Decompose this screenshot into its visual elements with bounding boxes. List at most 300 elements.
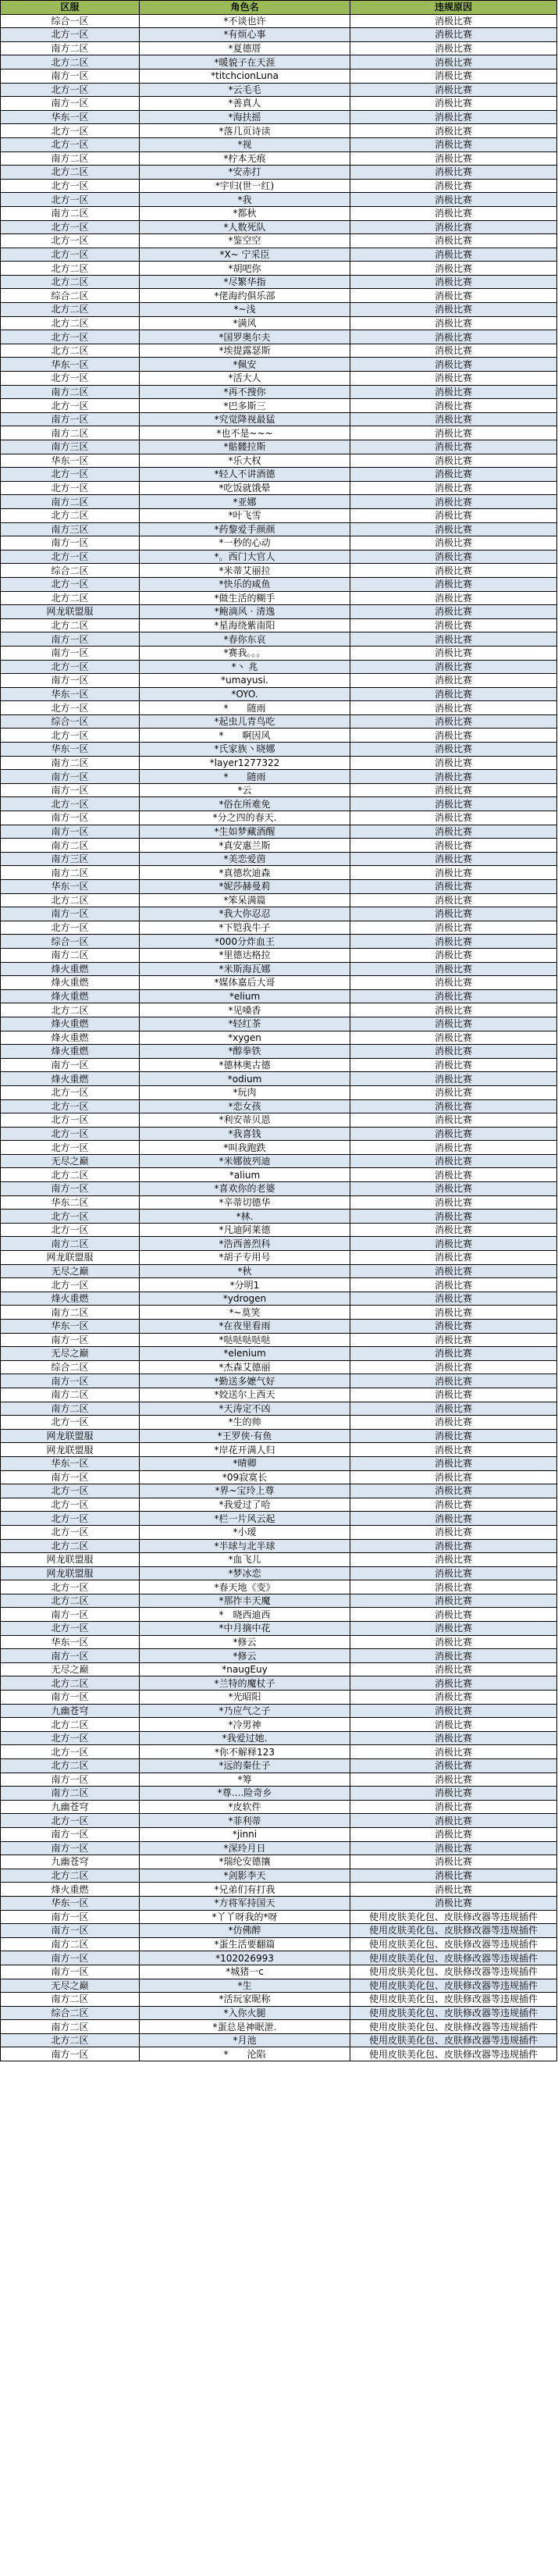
cell-server: 综合一区 [1,714,140,729]
cell-violation-reason: 消极比赛 [350,674,557,688]
table-row [1,1320,557,1334]
cell-role-name: *光昭阳 [140,1691,350,1705]
cell-server: 南方二区 [1,1993,140,2007]
cell-server: 北方一区 [1,660,140,674]
cell-role-name: *修云 [140,1635,350,1649]
cell-violation-reason: 消极比赛 [350,1456,557,1470]
cell-server: 北方一区 [1,372,140,386]
cell-server: 北方二区 [1,1869,140,1883]
table-row [1,1251,557,1265]
cell-violation-reason: 消极比赛 [350,962,557,976]
cell-server: 南方一区 [1,1374,140,1388]
cell-server: 华东一区 [1,1635,140,1649]
table-row [1,811,557,825]
table-row [1,1402,557,1416]
cell-server: 北方一区 [1,1210,140,1224]
table-row [1,1278,557,1292]
cell-server: 北方二区 [1,1718,140,1732]
cell-violation-reason: 消极比赛 [350,1731,557,1745]
cell-violation-reason: 消极比赛 [350,797,557,811]
cell-violation-reason: 消极比赛 [350,893,557,907]
table-row [1,618,557,632]
table-row [1,1003,557,1017]
cell-server: 北方一区 [1,1141,140,1155]
cell-violation-reason: 消极比赛 [350,508,557,522]
cell-server: 北方一区 [1,83,140,97]
cell-violation-reason: 消极比赛 [350,303,557,317]
cell-role-name: *000分炸血王 [140,935,350,949]
cell-server: 北方一区 [1,399,140,413]
table-row [1,729,557,743]
table-row [1,14,557,28]
cell-server: 北方二区 [1,1168,140,1182]
cell-server: 北方二区 [1,55,140,69]
cell-violation-reason: 消极比赛 [350,166,557,180]
header-row [1,1,557,15]
cell-role-name: *冷男神 [140,1718,350,1732]
cell-violation-reason: 消极比赛 [350,481,557,495]
table-row [1,1306,557,1320]
cell-role-name: *勤送多嬷气好 [140,1374,350,1388]
cell-violation-reason: 消极比赛 [350,880,557,894]
cell-server: 北方二区 [1,1759,140,1773]
cell-violation-reason: 消极比赛 [350,55,557,69]
cell-server: 南方二区 [1,1402,140,1416]
cell-violation-reason: 消极比赛 [350,660,557,674]
cell-role-name: *轻红茶 [140,1017,350,1031]
table-row [1,1993,557,2007]
table-row [1,1855,557,1869]
cell-role-name: *究觉降视最猛 [140,412,350,426]
cell-violation-reason: 消极比赛 [350,1443,557,1457]
table-row [1,289,557,303]
cell-violation-reason: 消极比赛 [350,440,557,454]
table-row [1,166,557,180]
cell-server: 北方二区 [1,275,140,289]
cell-server: 九幽苍穹 [1,1800,140,1814]
cell-violation-reason: 使用皮肤美化包、皮肤修改器等违规插件 [350,1993,557,2007]
cell-violation-reason: 消极比赛 [350,28,557,42]
cell-violation-reason: 消极比赛 [350,193,557,207]
cell-server: 网龙联盟服 [1,1566,140,1580]
cell-server: 烽火重燃 [1,1045,140,1059]
cell-server: 北方二区 [1,1594,140,1608]
cell-server: 南方二区 [1,866,140,880]
cell-violation-reason: 消极比赛 [350,1251,557,1265]
cell-role-name: *生的帅 [140,1416,350,1430]
cell-server: 北方一区 [1,124,140,138]
cell-violation-reason: 消极比赛 [350,1787,557,1801]
cell-role-name: *氏家族丶晓娜 [140,743,350,757]
table-row [1,1360,557,1374]
cell-violation-reason: 消极比赛 [350,1320,557,1334]
table-row [1,372,557,386]
cell-role-name: *姣送尔上西天 [140,1388,350,1402]
cell-violation-reason: 消极比赛 [350,1827,557,1841]
cell-role-name: *哒哒哒哒哒 [140,1333,350,1347]
cell-violation-reason: 消极比赛 [350,1374,557,1388]
cell-server: 南方三区 [1,522,140,536]
cell-role-name: *起虫儿青鸟吃 [140,714,350,729]
cell-role-name: *不谈也许 [140,14,350,28]
table-row [1,481,557,495]
cell-violation-reason: 消极比赛 [350,1608,557,1622]
table-row [1,714,557,729]
cell-role-name: *下铠我牛子 [140,921,350,935]
table-row [1,1553,557,1567]
cell-violation-reason: 消极比赛 [350,316,557,330]
cell-role-name: *城猪一c [140,1965,350,1979]
cell-server: 南方二区 [1,151,140,166]
cell-violation-reason: 消极比赛 [350,14,557,28]
cell-role-name: *春天地《变》 [140,1580,350,1594]
cell-role-name: *102026993 [140,1951,350,1965]
table-row [1,1800,557,1814]
table-row [1,426,557,440]
table-row [1,1924,557,1938]
cell-server: 南方一区 [1,811,140,825]
table-row [1,1512,557,1526]
cell-server: 无尽之巅 [1,1154,140,1168]
cell-server: 网龙联盟服 [1,1553,140,1567]
cell-server: 北方一区 [1,468,140,482]
cell-server: 北方一区 [1,193,140,207]
cell-role-name: *xygen [140,1031,350,1045]
cell-violation-reason: 使用皮肤美化包、皮肤修改器等违规插件 [350,1965,557,1979]
cell-role-name: *兄弟们有打我 [140,1883,350,1897]
cell-server: 烽火重燃 [1,1072,140,1086]
cell-violation-reason: 消极比赛 [350,1360,557,1374]
table-row [1,660,557,674]
cell-role-name: *真安惠兰斯 [140,839,350,853]
cell-server: 南方二区 [1,2020,140,2034]
table-row [1,97,557,111]
cell-role-name: * 随雨 [140,701,350,715]
cell-role-name: *梦冰恋 [140,1566,350,1580]
cell-role-name: *天涛定不凶 [140,1402,350,1416]
cell-server: 北方二区 [1,508,140,522]
cell-violation-reason: 消极比赛 [350,536,557,550]
cell-server: 南方三区 [1,852,140,866]
table-row [1,2020,557,2034]
cell-server: 北方二区 [1,1003,140,1017]
cell-violation-reason: 消极比赛 [350,1525,557,1539]
cell-violation-reason: 消极比赛 [350,275,557,289]
cell-role-name: *兰特的魔杖子 [140,1676,350,1691]
cell-violation-reason: 消极比赛 [350,522,557,536]
cell-role-name: *瑞纶安德攘 [140,1855,350,1869]
cell-violation-reason: 消极比赛 [350,1210,557,1224]
table-row [1,508,557,522]
cell-role-name: *快乐的咸鱼 [140,577,350,591]
cell-server: 北方二区 [1,1539,140,1553]
cell-server: 网龙联盟服 [1,1443,140,1457]
table-row [1,1910,557,1924]
cell-server: 华东一区 [1,880,140,894]
table-row [1,577,557,591]
table-row [1,852,557,866]
table-row [1,1470,557,1484]
cell-server: 综合二区 [1,1360,140,1374]
cell-violation-reason: 消极比赛 [350,179,557,193]
cell-role-name: *活玩家昵称 [140,1993,350,2007]
cell-violation-reason: 消极比赛 [350,1718,557,1732]
cell-violation-reason: 消极比赛 [350,1691,557,1705]
cell-server: 南方一区 [1,1965,140,1979]
cell-server: 南方二区 [1,206,140,220]
cell-role-name: *胡子专用号 [140,1251,350,1265]
cell-role-name: *妮莎赫曼莉 [140,880,350,894]
cell-role-name: *媒体嘉后大哥 [140,976,350,990]
cell-violation-reason: 消极比赛 [350,852,557,866]
table-row [1,151,557,166]
cell-role-name: *分之四的春天. [140,811,350,825]
cell-violation-reason: 消极比赛 [350,1855,557,1869]
cell-server: 北方一区 [1,330,140,344]
table-row [1,206,557,220]
table-row [1,1154,557,1168]
cell-role-name: *一秒的心动 [140,536,350,550]
cell-role-name: *落几页诗读 [140,124,350,138]
cell-role-name: *叶飞雪 [140,508,350,522]
cell-violation-reason: 消极比赛 [350,1484,557,1498]
cell-server: 南方一区 [1,2047,140,2061]
cell-server: 北方二区 [1,316,140,330]
table-row [1,1773,557,1787]
cell-role-name: *凡迪阿莱德 [140,1223,350,1237]
table-row [1,1649,557,1663]
cell-server: 无尽之巅 [1,1347,140,1361]
cell-violation-reason: 消极比赛 [350,1745,557,1759]
cell-server: 北方一区 [1,220,140,234]
cell-server: 华东一区 [1,454,140,468]
table-row [1,522,557,536]
cell-role-name: *那拃丰天魔 [140,1594,350,1608]
cell-violation-reason: 消极比赛 [350,1649,557,1663]
table-row [1,1333,557,1347]
cell-role-name: *ydrogen [140,1292,350,1306]
table-row [1,385,557,399]
cell-violation-reason: 消极比赛 [350,69,557,83]
cell-violation-reason: 消极比赛 [350,372,557,386]
cell-violation-reason: 使用皮肤美化包、皮肤修改器等违规插件 [350,2006,557,2020]
cell-server: 北方一区 [1,234,140,248]
cell-role-name: *轻人不讲酒德 [140,468,350,482]
table-row [1,1718,557,1732]
cell-server: 南方二区 [1,948,140,962]
cell-role-name: * 晓西迪西 [140,1608,350,1622]
cell-server: 南方二区 [1,495,140,509]
cell-role-name: *人数死队 [140,220,350,234]
cell-role-name: *在夜里看雨 [140,1320,350,1334]
cell-violation-reason: 消极比赛 [350,1869,557,1883]
cell-role-name: *佩安 [140,358,350,372]
cell-server: 南方一区 [1,536,140,550]
cell-role-name: *剑影李天 [140,1869,350,1883]
cell-violation-reason: 消极比赛 [350,97,557,111]
cell-server: 北方二区 [1,591,140,605]
table-row [1,69,557,83]
cell-violation-reason: 消极比赛 [350,1759,557,1773]
cell-violation-reason: 消极比赛 [350,577,557,591]
cell-server: 南方二区 [1,1787,140,1801]
cell-violation-reason: 消极比赛 [350,839,557,853]
cell-role-name: *善真人 [140,97,350,111]
table-row [1,962,557,976]
cell-violation-reason: 消极比赛 [350,605,557,619]
table-row [1,1072,557,1086]
cell-violation-reason: 消极比赛 [350,1662,557,1676]
cell-role-name: *星海绕紫南阳 [140,618,350,632]
cell-server: 华东一区 [1,1896,140,1910]
cell-violation-reason: 消极比赛 [350,1292,557,1306]
cell-role-name: *月池 [140,2033,350,2047]
cell-server: 综合一区 [1,935,140,949]
table-row [1,1210,557,1224]
cell-role-name: *米蒂艾丽拉 [140,564,350,578]
cell-server: 南方一区 [1,632,140,647]
cell-role-name: *药黎爱手颜颜 [140,522,350,536]
cell-violation-reason: 消极比赛 [350,811,557,825]
cell-role-name: *暖貌子在天涯 [140,55,350,69]
table-row [1,454,557,468]
cell-role-name: *生如梦藏酒醒 [140,825,350,839]
cell-server: 南方一区 [1,1608,140,1622]
cell-role-name: *巴多斯三 [140,399,350,413]
table-row [1,179,557,193]
table-row [1,220,557,234]
cell-violation-reason: 消极比赛 [350,426,557,440]
cell-server: 烽火重燃 [1,962,140,976]
cell-server: 北方二区 [1,1676,140,1691]
cell-role-name: *玩肉 [140,1085,350,1099]
cell-violation-reason: 消极比赛 [350,1141,557,1155]
cell-server: 北方一区 [1,1498,140,1512]
cell-role-name: *仿佛醉 [140,1924,350,1938]
cell-server: 综合二区 [1,2006,140,2020]
cell-role-name: *喜欢你的老婆 [140,1182,350,1196]
table-row [1,495,557,509]
cell-server: 北方一区 [1,481,140,495]
cell-server: 北方一区 [1,179,140,193]
cell-server: 北方二区 [1,893,140,907]
cell-violation-reason: 消极比赛 [350,729,557,743]
cell-server: 北方二区 [1,2033,140,2047]
cell-server: 网龙联盟服 [1,1251,140,1265]
cell-violation-reason: 消极比赛 [350,1017,557,1031]
cell-role-name: *尽繁华指 [140,275,350,289]
cell-server: 北方一区 [1,577,140,591]
cell-server: 烽火重燃 [1,1031,140,1045]
cell-server: 南方一区 [1,1182,140,1196]
cell-role-name: *视 [140,137,350,151]
cell-violation-reason: 消极比赛 [350,1814,557,1828]
cell-role-name: *都秋 [140,206,350,220]
cell-violation-reason: 使用皮肤美化包、皮肤修改器等违规插件 [350,2020,557,2034]
cell-violation-reason: 消极比赛 [350,1635,557,1649]
cell-violation-reason: 消极比赛 [350,1045,557,1059]
cell-server: 无尽之巅 [1,1662,140,1676]
cell-server: 南方一区 [1,825,140,839]
cell-server: 北方一区 [1,1745,140,1759]
table-row [1,468,557,482]
cell-role-name: *~莫笑 [140,1306,350,1320]
table-row [1,880,557,894]
table-row [1,550,557,564]
cell-role-name: *半球与北半球 [140,1539,350,1553]
cell-role-name: *09寂寞长 [140,1470,350,1484]
table-row [1,1168,557,1182]
cell-role-name: *中月摘中花 [140,1622,350,1636]
cell-violation-reason: 消极比赛 [350,344,557,358]
cell-role-name: *odium [140,1072,350,1086]
cell-server: 华东一区 [1,743,140,757]
cell-violation-reason: 使用皮肤美化包、皮肤修改器等违规插件 [350,1937,557,1951]
cell-server: 无尽之巅 [1,1979,140,1993]
cell-server: 综合二区 [1,564,140,578]
cell-role-name: *恋女孩 [140,1099,350,1113]
cell-violation-reason: 消极比赛 [350,1003,557,1017]
cell-violation-reason: 消极比赛 [350,151,557,166]
cell-violation-reason: 消极比赛 [350,743,557,757]
table-row [1,989,557,1003]
table-row [1,632,557,647]
table-row [1,1113,557,1128]
table-row [1,1374,557,1388]
cell-violation-reason: 消极比赛 [350,1182,557,1196]
cell-role-name: *林. [140,1210,350,1224]
cell-role-name: *乐大权 [140,454,350,468]
table-row [1,1662,557,1676]
cell-violation-reason: 消极比赛 [350,385,557,399]
cell-violation-reason: 消极比赛 [350,907,557,921]
table-row [1,756,557,770]
cell-violation-reason: 消极比赛 [350,262,557,276]
cell-role-name: *我爱过她. [140,1731,350,1745]
cell-role-name: *小瑷 [140,1525,350,1539]
cell-server: 网龙联盟服 [1,1429,140,1443]
cell-server: 南方一区 [1,412,140,426]
cell-role-name: *乃应气之子 [140,1704,350,1718]
cell-violation-reason: 使用皮肤美化包、皮肤修改器等违规插件 [350,1910,557,1924]
cell-role-name: *alium [140,1168,350,1182]
cell-role-name: *王罗侠·有鱼 [140,1429,350,1443]
table-row [1,1045,557,1059]
cell-server: 华东一区 [1,1320,140,1334]
cell-violation-reason: 消极比赛 [350,1058,557,1072]
table-row [1,440,557,454]
table-row [1,1085,557,1099]
table-row [1,783,557,797]
cell-role-name: *深玲月日 [140,1841,350,1855]
table-row [1,1099,557,1113]
cell-role-name: *方将军持国天 [140,1896,350,1910]
cell-server: 烽火重燃 [1,1292,140,1306]
cell-violation-reason: 消极比赛 [350,1099,557,1113]
cell-role-name: *德林奥古德 [140,1058,350,1072]
cell-server: 北方一区 [1,1127,140,1141]
cell-violation-reason: 消极比赛 [350,1113,557,1128]
cell-role-name: *埃提露瑟斯 [140,344,350,358]
cell-server: 华东二区 [1,1195,140,1210]
header-server: 区服 [1,1,140,15]
table-row [1,1058,557,1072]
cell-server: 北方一区 [1,1525,140,1539]
cell-role-name: *杰森艾德丽 [140,1360,350,1374]
cell-violation-reason: 消极比赛 [350,1237,557,1251]
cell-server: 南方一区 [1,1470,140,1484]
cell-violation-reason: 消极比赛 [350,1498,557,1512]
